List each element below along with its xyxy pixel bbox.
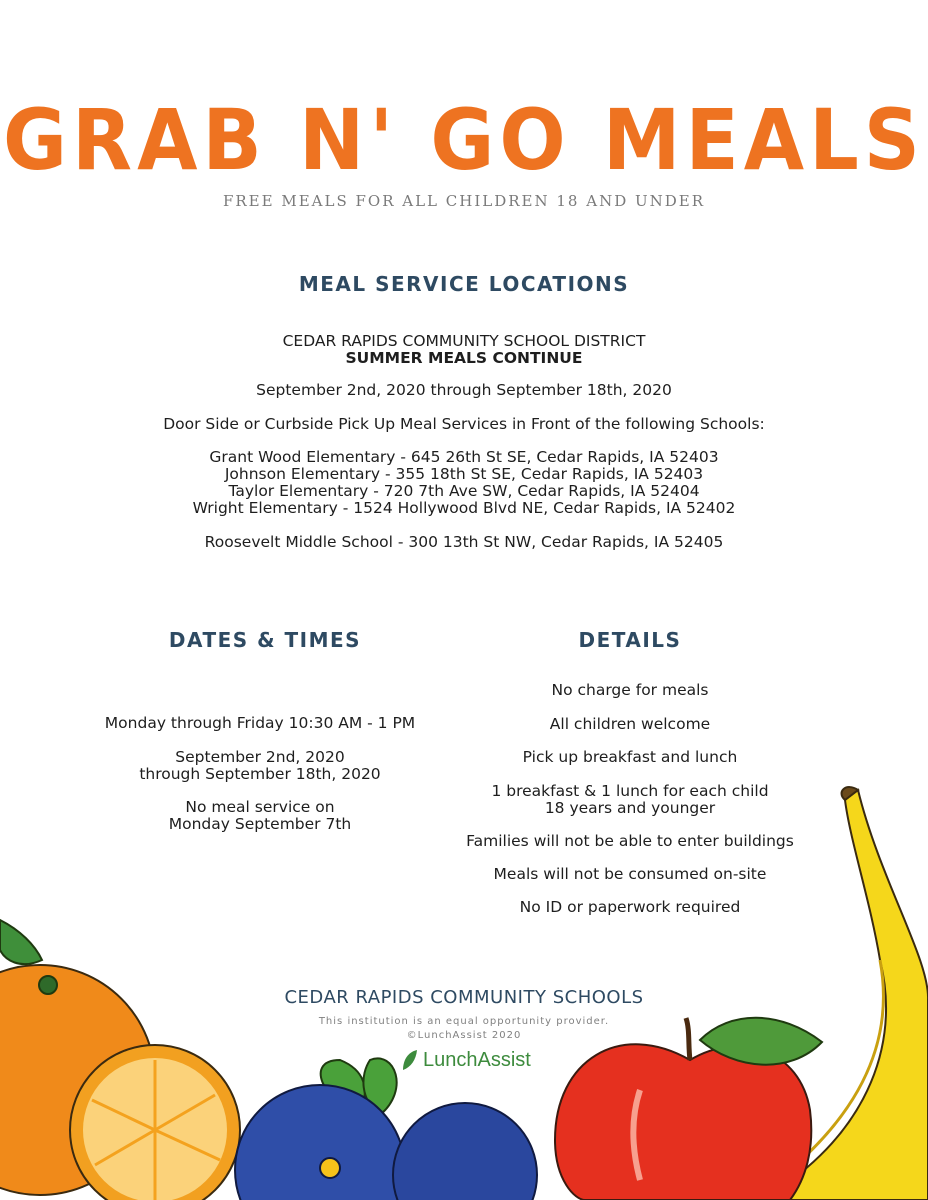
middle-school — [0, 534, 928, 551]
district-name: CEDAR RAPIDS COMMUNITY SCHOOL DISTRICT — [282, 332, 646, 350]
footer-organization: CEDAR RAPIDS COMMUNITY SCHOOLS — [284, 987, 644, 1008]
dates-times-heading: DATES & TIMES — [168, 628, 362, 652]
locations-heading: MEAL SERVICE LOCATIONS — [298, 272, 630, 296]
school-item: Wright Elementary - 1524 Hollywood Blvd NE, Cedar Rapids, IA 52402 — [192, 499, 736, 517]
summer-meals-note: SUMMER MEALS CONTINUE — [345, 349, 583, 367]
page-title: GRAB N' GO MEALS — [2, 92, 925, 190]
school-item: Grant Wood Elementary - 645 26th St SE, Cedar Rapids, IA 52403 — [209, 448, 719, 466]
hours-text: Monday through Friday 10:30 AM - 1 PM — [104, 714, 416, 732]
school-list — [0, 449, 928, 517]
pickup-note-text: Door Side or Curbside Pick Up Meal Services in Front of the following Schools: — [163, 415, 765, 433]
details-text: No charge for meals — [551, 681, 709, 699]
details-text: 1 breakfast & 1 lunch for each child — [491, 782, 769, 800]
details-item — [450, 716, 810, 733]
range-line-1: September 2nd, 2020 — [175, 748, 345, 766]
lunchassist-logo — [400, 1046, 540, 1074]
details-item — [450, 783, 810, 817]
closure-note — [60, 799, 460, 833]
service-hours — [60, 715, 460, 732]
equal-opportunity-note: This institution is an equal opportunity provider. — [318, 1016, 610, 1027]
pickup-note — [0, 416, 928, 433]
service-date-range — [0, 382, 928, 399]
details-item — [450, 833, 810, 850]
orange-illustration — [0, 920, 240, 1200]
date-range-text: September 2nd, 2020 through September 18th, 2020 — [256, 381, 672, 399]
details-text: No ID or paperwork required — [519, 898, 741, 916]
range-line-2: through September 18th, 2020 — [139, 765, 381, 783]
logo-text: LunchAssist — [423, 1048, 531, 1071]
details-text: Families will not be able to enter buildings — [466, 832, 794, 850]
details-text: Meals will not be consumed on-site — [493, 865, 767, 883]
details-item — [450, 866, 810, 883]
school-item: Johnson Elementary - 355 18th St SE, Cedar Rapids, IA 52403 — [224, 465, 704, 483]
blueberries-illustration — [235, 1058, 537, 1200]
dates-range — [60, 749, 460, 783]
leaf-icon — [400, 1048, 420, 1072]
page-subtitle: FREE MEALS FOR ALL CHILDREN 18 AND UNDER — [222, 192, 706, 210]
details-heading: DETAILS — [578, 628, 682, 652]
details-item — [450, 749, 810, 766]
closure-line-1: No meal service on — [185, 798, 335, 816]
details-item — [450, 899, 810, 916]
closure-line-2: Monday September 7th — [168, 815, 352, 833]
school-item: Taylor Elementary - 720 7th Ave SW, Cedar Rapids, IA 52404 — [228, 482, 700, 500]
apple-illustration — [555, 1018, 822, 1200]
details-item — [450, 682, 810, 699]
details-text: 18 years and younger — [544, 799, 716, 817]
copyright-note: ©LunchAssist 2020 — [406, 1030, 522, 1041]
locations-section — [0, 333, 928, 367]
middle-school-text: Roosevelt Middle School - 300 13th St NW, Cedar Rapids, IA 52405 — [204, 533, 724, 551]
details-text: Pick up breakfast and lunch — [522, 748, 738, 766]
details-text: All children welcome — [549, 715, 711, 733]
